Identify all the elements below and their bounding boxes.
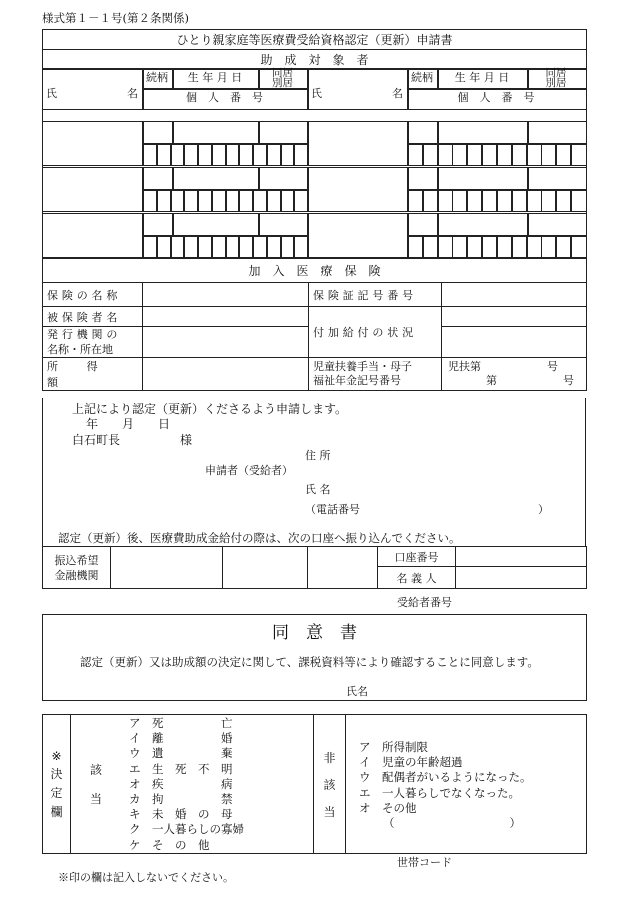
person-birth-field[interactable] xyxy=(172,167,260,191)
applicable-item[interactable]: イ 離 婚 xyxy=(129,731,233,746)
person-birth-field[interactable] xyxy=(172,213,260,237)
not-applicable-label: 非 該 当 xyxy=(323,750,336,819)
decision-label: ※ 決 定 欄 xyxy=(50,748,63,819)
phone-label: （電話番号 xyxy=(305,503,360,516)
insurance-name-label: 保険の名称 xyxy=(43,283,143,307)
person-birth-field[interactable] xyxy=(437,167,529,191)
form-number: 様式第１－１号(第２条関係) xyxy=(42,11,189,25)
not-applicable-item[interactable]: （ ） xyxy=(383,816,521,831)
person-relation-field[interactable] xyxy=(407,121,439,145)
person-cohabit-field[interactable] xyxy=(258,121,309,145)
income-label: 所 得 額 xyxy=(43,358,143,391)
birth-header: 生 年 月 日 xyxy=(454,71,510,84)
phone-close: ） xyxy=(538,503,549,516)
account-number-field[interactable] xyxy=(456,547,587,567)
bank-name-field[interactable] xyxy=(111,547,223,589)
applicable-item[interactable]: カ 拘 禁 xyxy=(129,792,233,807)
applicable-item[interactable]: ケ そ の 他 xyxy=(129,837,210,852)
issuer-field[interactable] xyxy=(143,327,309,358)
person-relation-field[interactable] xyxy=(407,213,439,237)
applicant-label: 申請者（受給者） xyxy=(205,464,293,477)
form-title: ひとり親家庭等医療費受給資格認定（更新）申請書 xyxy=(43,30,587,50)
birth-header: 生 年 月 日 xyxy=(187,71,243,84)
person-relation-field[interactable] xyxy=(407,167,439,191)
mynumber-digit-field[interactable] xyxy=(570,143,587,166)
person-name-field[interactable] xyxy=(42,167,144,212)
subjects-header: 助 成 対 象 者 xyxy=(43,50,587,70)
person-relation-field[interactable] xyxy=(142,167,174,191)
applicable-item[interactable]: ウ 遺 棄 xyxy=(129,746,233,761)
household-code-label: 世帯コード xyxy=(397,856,452,869)
applicable-item[interactable]: オ 疾 病 xyxy=(129,776,233,791)
issuer-label-line1: 発行機関の xyxy=(47,328,122,341)
relation-header: 続柄 xyxy=(146,71,168,84)
not-applicable-item[interactable]: ア 所得制限 xyxy=(359,740,428,754)
applicable-item[interactable]: ク 一人暮らしの寡婦 xyxy=(129,822,244,837)
insured-name-field[interactable] xyxy=(143,307,309,327)
cohabit-header: 同居 別居 xyxy=(545,67,567,89)
person-name-field[interactable] xyxy=(307,121,409,166)
account-holder-field[interactable] xyxy=(456,567,587,589)
person-name-field[interactable] xyxy=(42,121,144,166)
applicable-item[interactable]: キ 未 婚 の 母 xyxy=(129,807,233,822)
person-name-field[interactable] xyxy=(307,167,409,212)
person-relation-field[interactable] xyxy=(142,213,174,237)
recipient-number-label: 受給者番号 xyxy=(397,596,452,609)
mynumber-digit-field[interactable] xyxy=(570,235,587,258)
person-birth-field[interactable] xyxy=(172,121,260,145)
allowance-label-line2: 福祉年金記号番号 xyxy=(313,374,401,387)
consent-name-label: 氏名 xyxy=(346,685,368,698)
applicable-items xyxy=(129,716,244,853)
bank-note: 認定（更新）後、医療費助成金給付の際は、次の口座へ振り込んでください。 xyxy=(58,531,461,545)
relation-header: 続柄 xyxy=(411,71,433,84)
mynumber-digit-field[interactable] xyxy=(570,189,587,212)
bank-label-line2: 金融機関 xyxy=(54,568,99,582)
address-label: 住 所 xyxy=(305,449,331,462)
person-birth-field[interactable] xyxy=(437,121,529,145)
bank-table xyxy=(42,546,587,589)
allowance-number-line2[interactable]: 第 号 xyxy=(486,374,574,387)
cohabit-header: 同居 別居 xyxy=(272,67,293,89)
not-applicable-item[interactable]: エ 一人暮らしでなくなった。 xyxy=(359,785,520,800)
name-header: 氏 名 xyxy=(311,87,403,100)
person-cohabit-field[interactable] xyxy=(258,167,309,191)
person-name-field[interactable] xyxy=(307,213,409,258)
applicable-label: 該 当 xyxy=(89,763,102,806)
request-date[interactable]: 年 月 日 xyxy=(86,417,171,431)
additional-benefit-label: 付加給付の状況 xyxy=(309,307,442,358)
additional-benefit-field-2[interactable] xyxy=(442,327,587,358)
mynumber-header: 個 人 番 号 xyxy=(186,91,263,104)
request-text: 上記により認定（更新）くださるよう申請します。 xyxy=(72,402,348,416)
allowance-number-line1[interactable]: 児扶第 号 xyxy=(448,360,558,373)
not-applicable-item[interactable]: オ その他 xyxy=(359,800,417,815)
person-cohabit-field[interactable] xyxy=(258,213,309,237)
insurance-table xyxy=(42,257,587,391)
insurance-name-field[interactable] xyxy=(143,283,309,307)
not-applicable-items xyxy=(359,740,532,831)
person-name-field[interactable] xyxy=(42,213,144,258)
footnote: ※印の欄は記入しないでください。 xyxy=(58,871,234,884)
decision-box xyxy=(42,714,587,854)
card-number-label: 保険証記号番号 xyxy=(309,283,442,307)
consent-box xyxy=(42,614,587,701)
insurance-header: 加 入 医 療 保 険 xyxy=(43,258,587,283)
account-number-label: 口座番号 xyxy=(378,547,456,567)
not-applicable-item[interactable]: ウ 配偶者がいるようになった。 xyxy=(359,770,532,785)
account-holder-label: 名 義 人 xyxy=(378,567,456,589)
consent-text: 認定（更新）又は助成額の決定に関して、課税資料等により確認することに同意します。 xyxy=(80,655,539,669)
mynumber-header: 個 人 番 号 xyxy=(457,91,535,104)
income-field[interactable] xyxy=(143,358,309,391)
addressee: 白石町長 xyxy=(72,433,121,447)
branch-name-field[interactable] xyxy=(223,547,308,589)
card-number-field[interactable] xyxy=(442,283,587,307)
person-cohabit-field[interactable] xyxy=(527,213,587,237)
addressee-honorific: 様 xyxy=(180,433,193,447)
consent-title: 同 意 書 xyxy=(272,623,357,643)
person-birth-field[interactable] xyxy=(437,213,529,237)
issuer-label-line2: 名称・所在地 xyxy=(47,343,113,356)
additional-benefit-field-1[interactable] xyxy=(442,307,587,327)
allowance-label-line1: 児童扶養手当・母子 xyxy=(313,360,412,373)
person-relation-field[interactable] xyxy=(142,121,174,145)
applicant-name-label: 氏 名 xyxy=(305,483,331,496)
applicable-item[interactable]: ア 死 亡 xyxy=(129,716,233,730)
name-header: 氏 名 xyxy=(46,87,138,100)
application-table xyxy=(42,29,587,70)
person-cohabit-field[interactable] xyxy=(527,167,587,191)
insured-name-label: 被保険者名 xyxy=(43,307,143,327)
bank-label-line1: 振込希望 xyxy=(54,553,99,567)
person-cohabit-field[interactable] xyxy=(527,121,587,145)
account-type-field[interactable] xyxy=(308,547,378,589)
not-applicable-item[interactable]: イ 児童の年齢超過 xyxy=(359,755,463,770)
applicable-item[interactable]: エ 生 死 不 明 xyxy=(129,761,233,776)
